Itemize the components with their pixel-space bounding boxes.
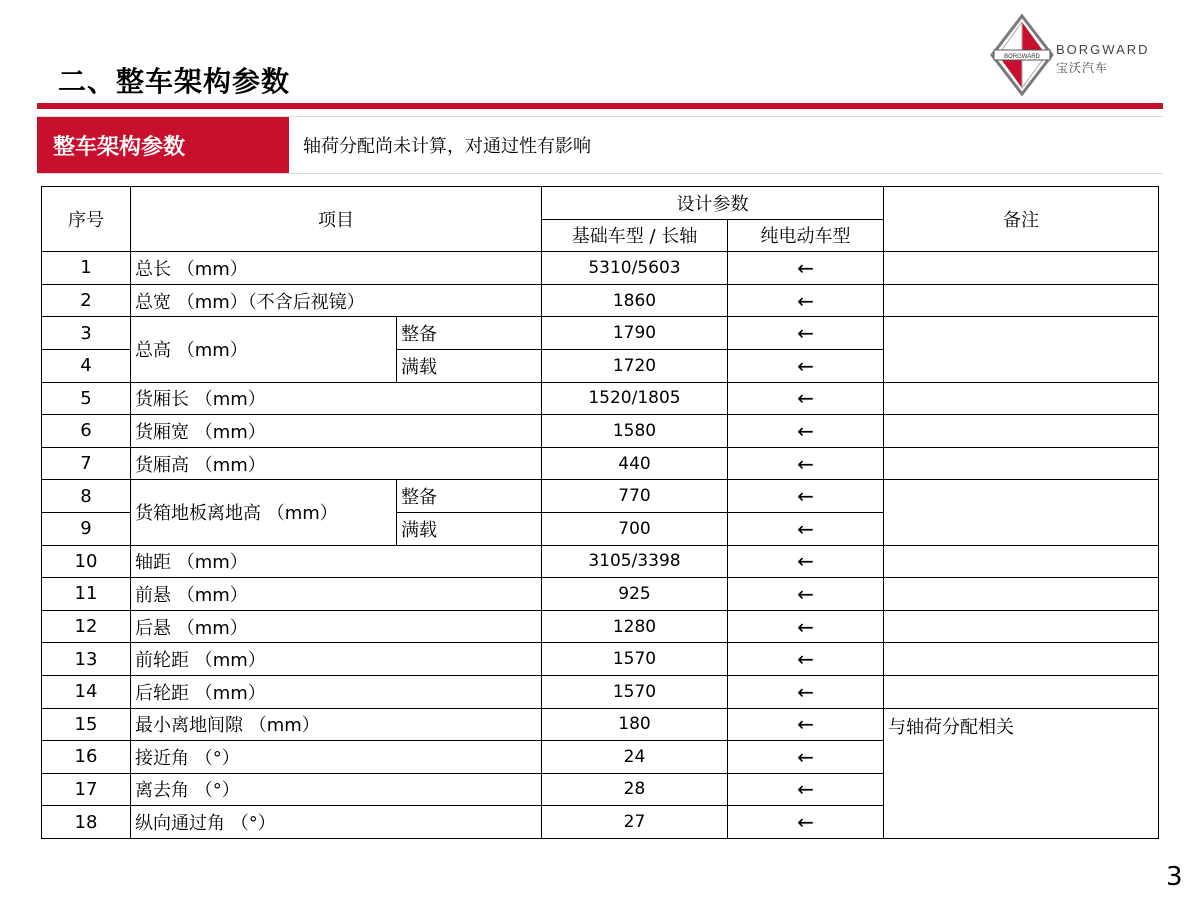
row-value: 5310/5603: [542, 252, 728, 285]
row-item: 总宽 （mm）（不含后视镜）: [131, 284, 542, 317]
row-value: 1570: [542, 643, 728, 676]
header-base: 基础车型 / 长轴: [542, 219, 728, 252]
row-index: 16: [42, 741, 131, 774]
row-ev: ←: [728, 643, 884, 676]
row-index: 10: [42, 545, 131, 578]
table-row: [42, 382, 1159, 415]
table-row: [42, 447, 1159, 480]
table-row: [42, 708, 1159, 741]
row-ev: ←: [728, 610, 884, 643]
row-value: 770: [542, 480, 728, 513]
row-ev: ←: [728, 415, 884, 448]
row-value: 700: [542, 512, 728, 545]
row-value: 925: [542, 578, 728, 611]
row-index: 7: [42, 447, 131, 480]
row-value: 440: [542, 447, 728, 480]
row-subitem: 满载: [397, 349, 542, 382]
table-row: [42, 415, 1159, 448]
row-subitem: 满载: [397, 512, 542, 545]
row-index: 12: [42, 610, 131, 643]
row-ev: ←: [728, 512, 884, 545]
row-remark: [884, 382, 1159, 415]
row-ev: ←: [728, 284, 884, 317]
spec-table: [41, 186, 1159, 839]
row-ev: ←: [728, 675, 884, 708]
title-divider: [37, 103, 1163, 109]
row-value: 1570: [542, 675, 728, 708]
row-remark: [884, 447, 1159, 480]
row-value: 180: [542, 708, 728, 741]
row-ev: ←: [728, 447, 884, 480]
row-item: 总高 （mm）: [131, 317, 397, 382]
borgward-badge-icon: [990, 14, 1054, 96]
row-remark: [884, 415, 1159, 448]
row-ev: ←: [728, 480, 884, 513]
table-row: [42, 643, 1159, 676]
row-value: 1720: [542, 349, 728, 382]
row-value: 1790: [542, 317, 728, 350]
header-ev: 纯电动车型: [728, 219, 884, 252]
row-index: 13: [42, 643, 131, 676]
row-item: 货厢宽 （mm）: [131, 415, 542, 448]
row-ev: ←: [728, 741, 884, 774]
row-value: 27: [542, 806, 728, 839]
row-item: 后轮距 （mm）: [131, 675, 542, 708]
row-ev: ←: [728, 545, 884, 578]
row-value: 24: [542, 741, 728, 774]
row-ev: ←: [728, 708, 884, 741]
row-value: 3105/3398: [542, 545, 728, 578]
row-item: 货厢长 （mm）: [131, 382, 542, 415]
row-index: 8: [42, 480, 131, 513]
row-remark: [884, 252, 1159, 285]
row-remark: 与轴荷分配相关: [884, 708, 1159, 838]
table-row: [42, 675, 1159, 708]
row-value: 1280: [542, 610, 728, 643]
row-item: 接近角 （°）: [131, 741, 542, 774]
row-item: 前悬 （mm）: [131, 578, 542, 611]
row-index: 6: [42, 415, 131, 448]
row-ev: ←: [728, 382, 884, 415]
table-row: [42, 610, 1159, 643]
row-index: 5: [42, 382, 131, 415]
row-index: 17: [42, 773, 131, 806]
row-value: 1580: [542, 415, 728, 448]
row-remark: [884, 578, 1159, 611]
row-item: 后悬 （mm）: [131, 610, 542, 643]
row-index: 4: [42, 349, 131, 382]
row-item: 货厢高 （mm）: [131, 447, 542, 480]
row-ev: ←: [728, 578, 884, 611]
row-subitem: 整备: [397, 480, 542, 513]
row-remark: [884, 675, 1159, 708]
row-ev: ←: [728, 806, 884, 839]
page-title: 二、整车架构参数: [58, 65, 291, 98]
table-row: [42, 284, 1159, 317]
row-index: 14: [42, 675, 131, 708]
svg-text:BORGWARD: BORGWARD: [1004, 54, 1040, 60]
row-item: 前轮距 （mm）: [131, 643, 542, 676]
logo-cn-name: 宝沃汽车: [1056, 61, 1109, 75]
table-row: [42, 480, 1159, 513]
row-value: 1860: [542, 284, 728, 317]
row-remark: [884, 480, 1159, 545]
section-header: [37, 116, 1163, 174]
row-remark: [884, 284, 1159, 317]
row-ev: ←: [728, 773, 884, 806]
row-remark: [884, 610, 1159, 643]
table-row: [42, 545, 1159, 578]
row-item: 离去角 （°）: [131, 773, 542, 806]
row-item: 最小离地间隙 （mm）: [131, 708, 542, 741]
row-ev: ←: [728, 317, 884, 350]
header-index: 序号: [42, 187, 131, 252]
row-index: 1: [42, 252, 131, 285]
row-index: 15: [42, 708, 131, 741]
table-row: [42, 578, 1159, 611]
row-remark: [884, 643, 1159, 676]
row-item: 纵向通过角 （°）: [131, 806, 542, 839]
section-note: 轴荷分配尚未计算，对通过性有影响: [303, 136, 591, 157]
row-ev: ←: [728, 252, 884, 285]
borgward-logo: [990, 14, 1160, 96]
header-remark: 备注: [884, 187, 1159, 252]
header-item: 项目: [131, 187, 542, 252]
row-item: 总长 （mm）: [131, 252, 542, 285]
row-index: 18: [42, 806, 131, 839]
section-tag: 整车架构参数: [37, 117, 289, 173]
page-number: 3: [1166, 862, 1183, 892]
table-row: [42, 252, 1159, 285]
logo-name: BORGWARD: [1056, 42, 1150, 57]
row-value: 1520/1805: [542, 382, 728, 415]
row-item: 轴距 （mm）: [131, 545, 542, 578]
row-value: 28: [542, 773, 728, 806]
row-index: 3: [42, 317, 131, 350]
table-row: [42, 317, 1159, 350]
row-remark: [884, 545, 1159, 578]
row-item: 货箱地板离地高 （mm）: [131, 480, 397, 545]
row-index: 9: [42, 512, 131, 545]
row-index: 11: [42, 578, 131, 611]
row-remark: [884, 317, 1159, 382]
row-ev: ←: [728, 349, 884, 382]
row-subitem: 整备: [397, 317, 542, 350]
row-index: 2: [42, 284, 131, 317]
header-design: 设计参数: [542, 187, 884, 220]
